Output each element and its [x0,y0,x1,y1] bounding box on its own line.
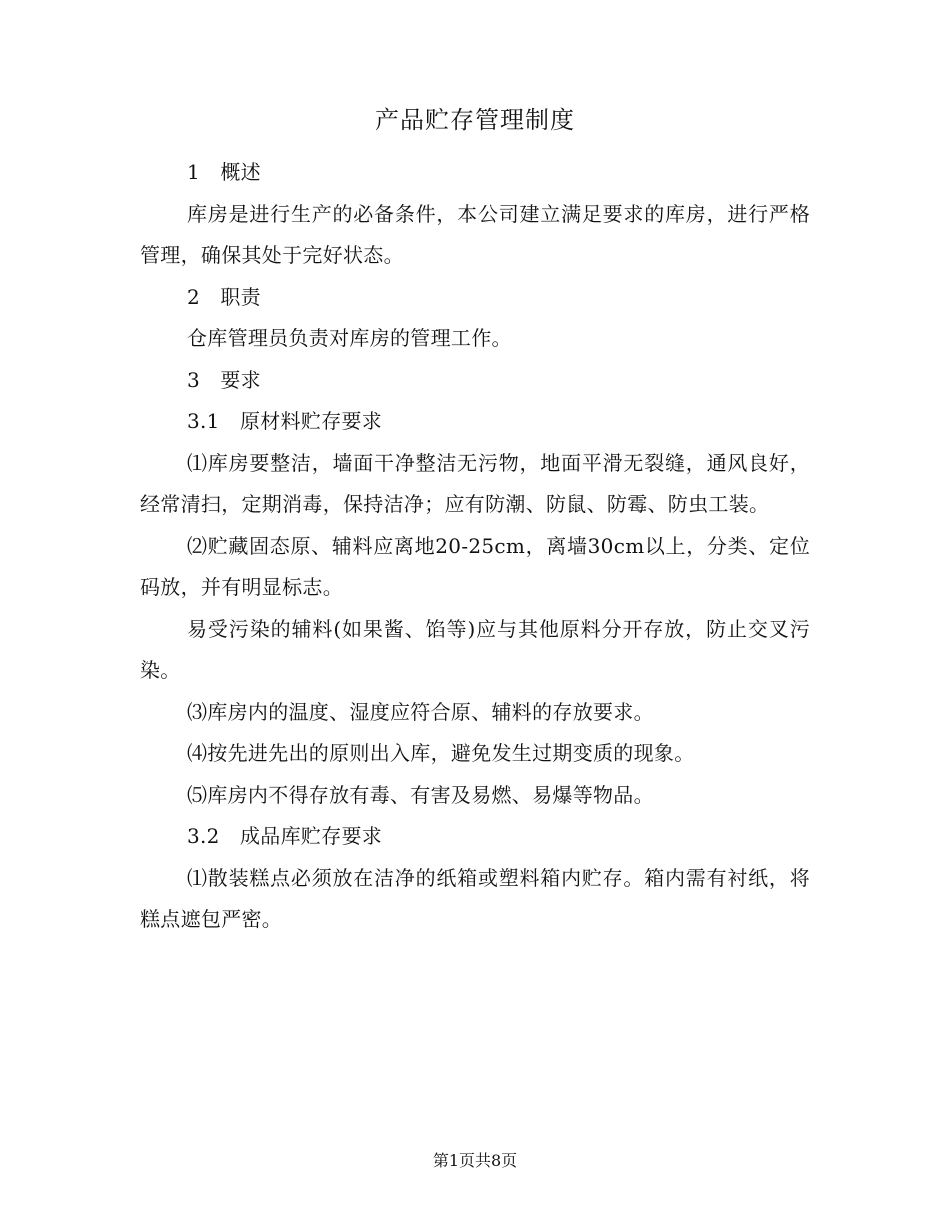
subsection-heading-finished-goods: 3.2 成品库贮存要求 [187,824,383,848]
page-number-footer: 第1页共8页 [432,1151,518,1170]
document-title: 产品贮存管理制度 [375,106,575,134]
paragraph-item: ⑶库房内的温度、湿度应符合原、辅料的存放要求。 [187,699,654,724]
document-body [140,152,810,941]
paragraph-item: 易受污染的辅料(如果酱、馅等)应与其他原料分开存放，防止交叉污染。 [140,616,810,682]
section-heading-requirements: 3 要求 [187,367,261,392]
paragraph-item: ⑴散装糕点必须放在洁净的纸箱或塑料箱内贮存。箱内需有衬纸，将糕点遮包严密。 [140,865,810,931]
paragraph-item: ⑴库房要整洁，墙面干净整洁无污物，地面平滑无裂缝，通风良好，经常清扫，定期消毒，保持洁净；应有防潮、防鼠、防霉、防虫工装。 [140,450,810,516]
paragraph-item: ⑷按先进先出的原则出入库，避免发生过期变质的现象。 [187,741,695,765]
paragraph-overview: 库房是进行生产的必备条件，本公司建立满足要求的库房，进行严格管理，确保其处于完好状态。 [140,201,810,267]
section-heading-overview: 1 概述 [187,160,261,184]
paragraph-item: ⑵贮藏固态原、辅料应离地20-25cm，离墙30cm以上，分类、定位码放，并有明显标志。 [140,533,810,599]
subsection-heading-raw-materials: 3.1 原材料贮存要求 [187,409,383,433]
section-heading-duties: 2 职责 [187,284,261,309]
paragraph-item: ⑸库房内不得存放有毒、有害及易燃、易爆等物品。 [187,782,654,807]
paragraph-duties: 仓库管理员负责对库房的管理工作。 [187,326,512,350]
